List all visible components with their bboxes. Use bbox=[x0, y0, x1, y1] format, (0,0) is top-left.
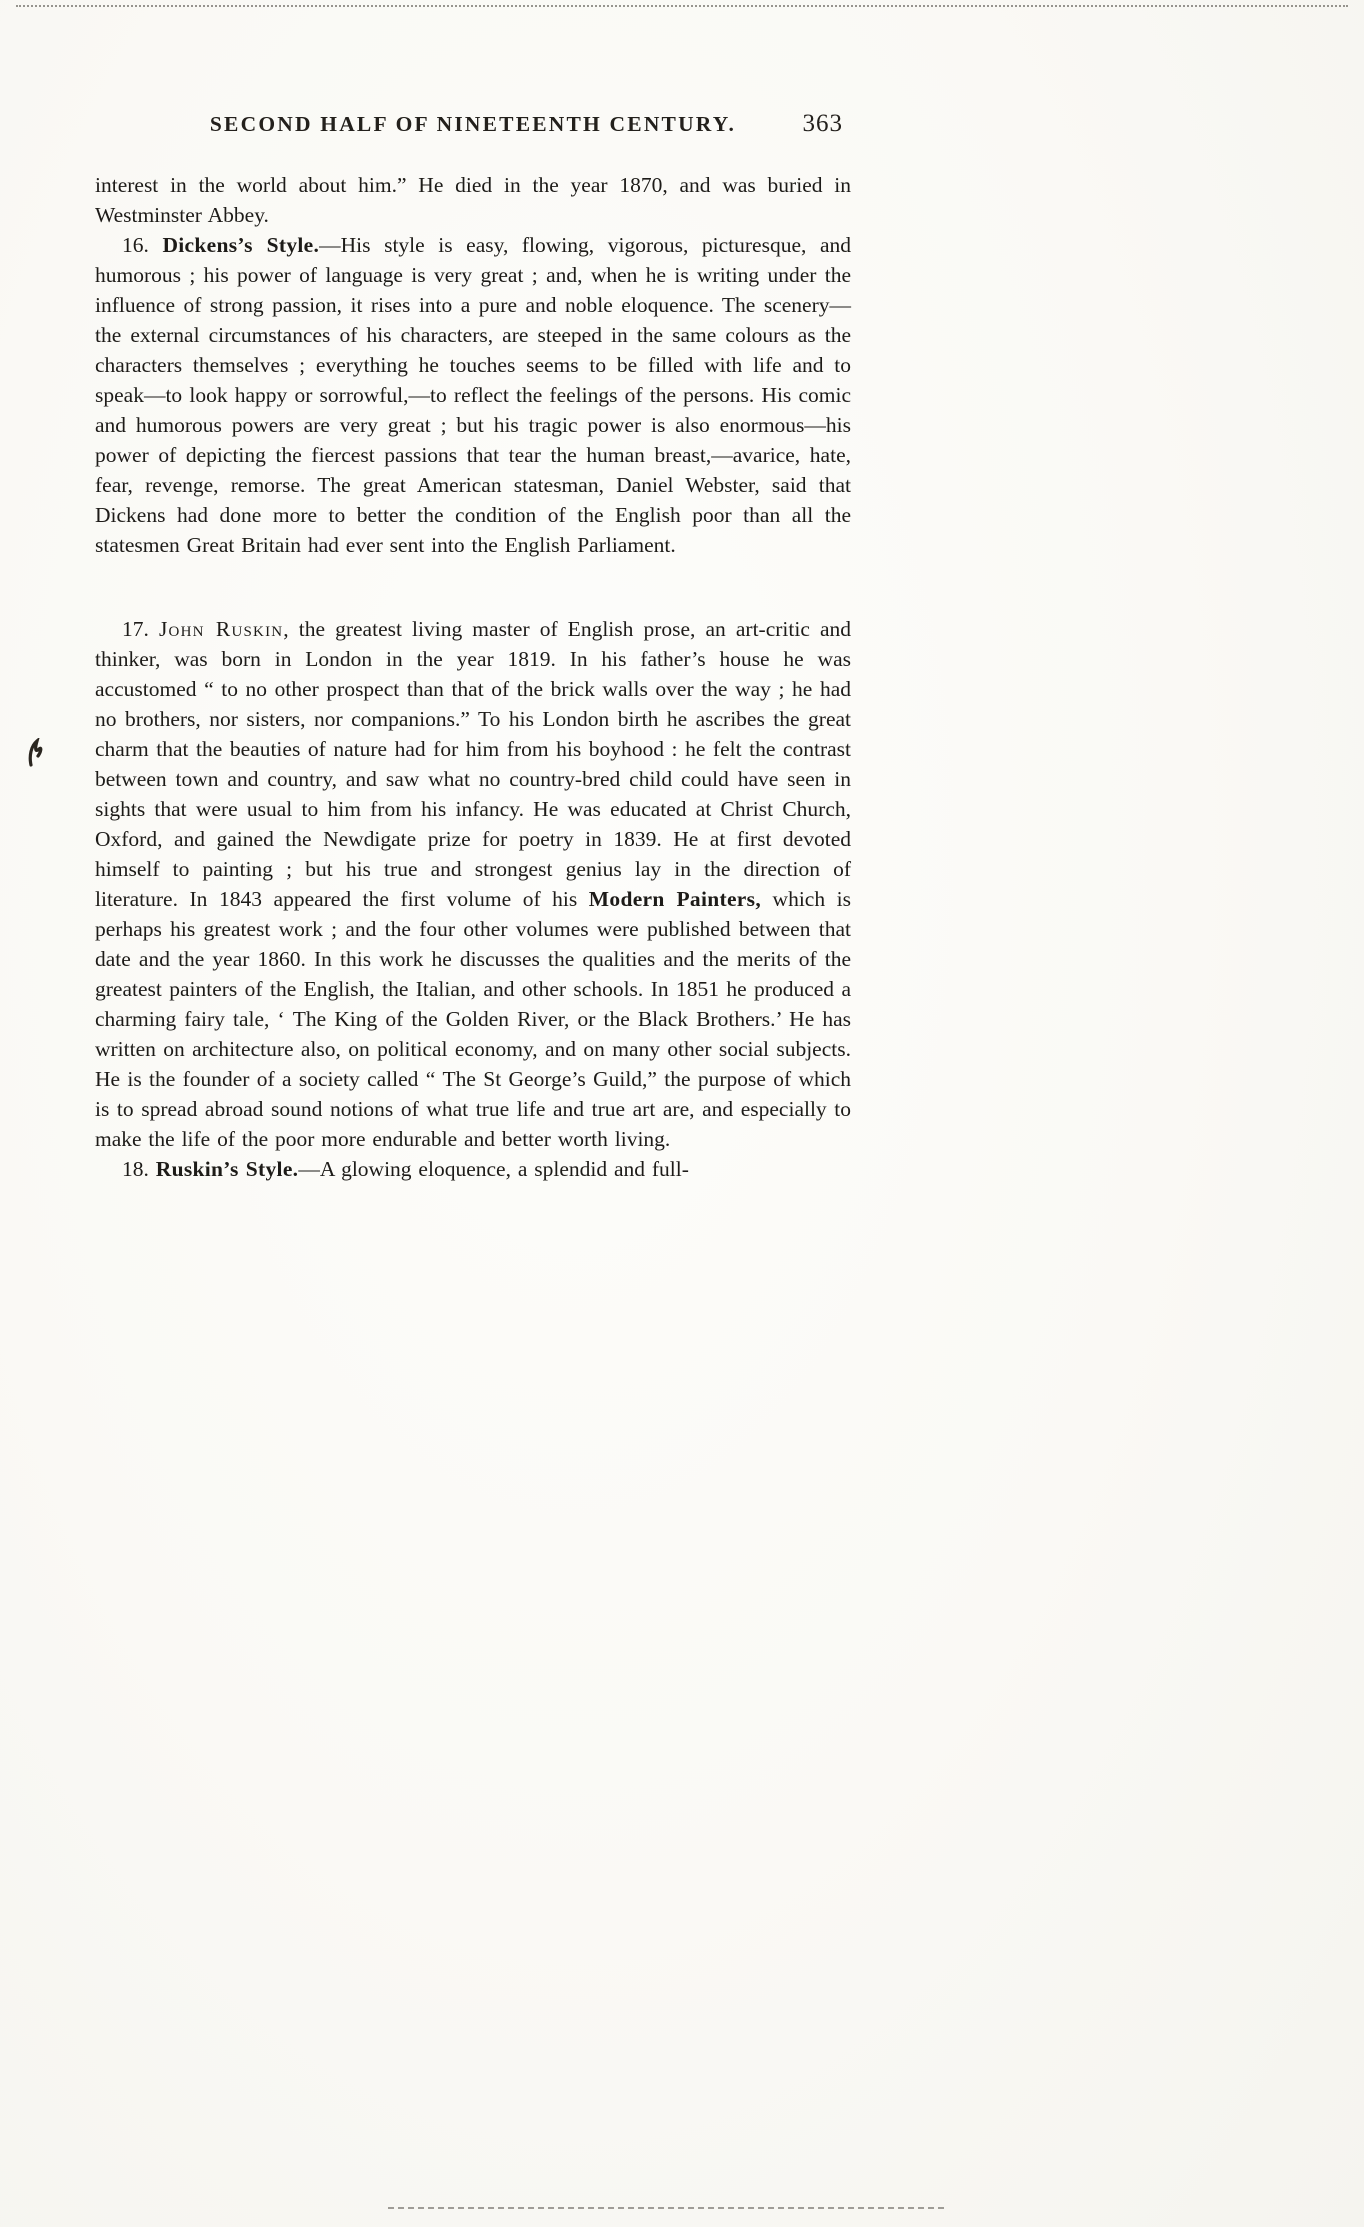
body-text bbox=[95, 170, 851, 1184]
scan-top-dotted-line bbox=[16, 5, 1348, 7]
text-segment: which is perhaps his greatest work ; and the four other volumes were published between that date and the year 1860. In this work he discusses the qualities and the merits of the greatest painters of the English, the Italian, and other schools. In 1851 he produced a charming fairy tale, ‘ The King of the Golden River, or the Black Brothers.’ He has written on architecture also, on political economy, and on many other social subjects. He is the founder of a society called “ The St George’s Guild,” the purpose of which is to spread abroad sound notions of what true life and true art are, and especially to make the life of the poor more endurable and better worth living. bbox=[95, 887, 851, 1151]
text-segment: Dickens’s Style. bbox=[162, 233, 320, 257]
running-header-title: SECOND HALF OF NINETEENTH CENTURY. bbox=[209, 112, 737, 136]
margin-ink-mark bbox=[26, 738, 48, 768]
text-segment: —A glowing eloquence, a splendid and full- bbox=[298, 1157, 689, 1181]
page-content bbox=[95, 112, 851, 1184]
paragraph bbox=[95, 614, 851, 1154]
text-segment: , the greatest living master of English prose, an art-critic and thinker, was born in London in the year 1819. In his father’s house he was accustomed “ to no other prospect than that of the brick walls over the way ; he had no brothers, nor sisters, nor companions.” To his London birth he ascribes the great charm that the beauties of nature had for him from his boyhood : he felt the contrast between town and country, and saw what no country-bred child could have seen in sights that were usual to him from his infancy. He was educated at Christ Church, Oxford, and gained the Newdigate prize for poetry in 1839. He at first devoted himself to painting ; but his true and strongest genius lay in the direction of literature. In 1843 appeared the first volume of his bbox=[95, 617, 852, 911]
text-segment: 16. bbox=[122, 233, 163, 257]
text-segment: —His style is easy, flowing, vigorous, picturesque, and humorous ; his power of language is very great ; and, when he is writing under the influence of strong passion, it rises into a pure and noble eloquence. The scenery—the external circumstances of his characters, are steeped in the same colours as the characters themselves ; everything he touches seems to be filled with life and to speak—to look happy or sorrowful,—to reflect the feelings of the persons. His comic and humorous powers are very great ; but his tragic power is also enormous—his power of depicting the fiercest passions that tear the human breast,—avarice, hate, fear, revenge, remorse. The great American statesman, Daniel Webster, said that Dickens had done more to better the condition of the English poor than all the statesmen Great Britain had ever sent into the English Parliament. bbox=[95, 233, 851, 557]
text-segment: Ruskin’s Style. bbox=[155, 1157, 299, 1181]
text-segment: 18. bbox=[122, 1157, 156, 1181]
running-header bbox=[95, 112, 851, 144]
ink-mark-stroke bbox=[30, 741, 41, 765]
scan-bottom-dotted-line bbox=[388, 2207, 944, 2209]
paragraph bbox=[95, 230, 851, 560]
text-segment: interest in the world about him.” He died in the year 1870, and was buried in Westminster Abbey. bbox=[95, 173, 851, 227]
paragraph bbox=[95, 170, 851, 230]
paragraph bbox=[95, 1154, 851, 1184]
text-segment: 17. bbox=[122, 617, 159, 641]
page-number: 363 bbox=[802, 110, 843, 137]
text-segment: Modern Painters, bbox=[588, 887, 761, 911]
text-segment: John Ruskin bbox=[158, 617, 284, 641]
